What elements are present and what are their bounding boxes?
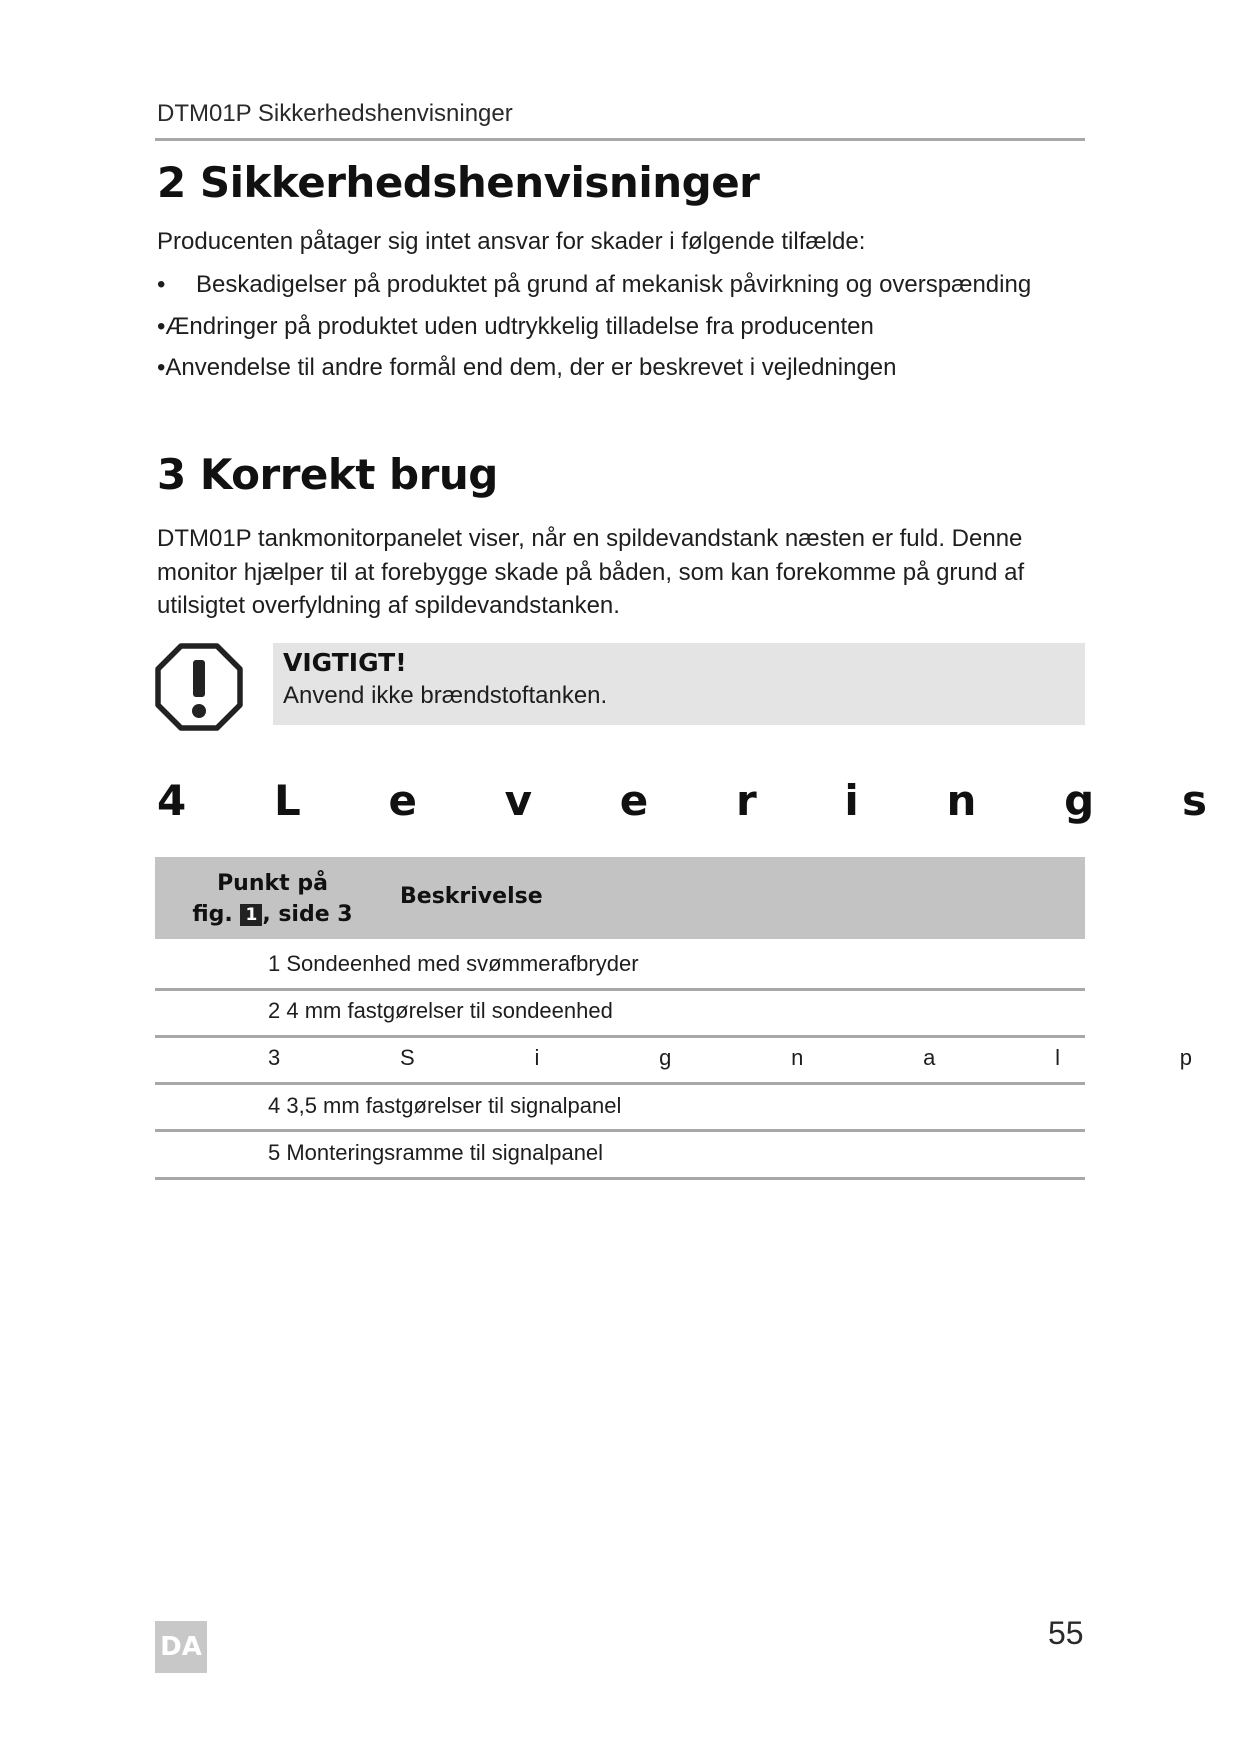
- table-row-divider: [155, 1129, 1085, 1132]
- notice-title: VIGTIGT!: [283, 648, 407, 677]
- table-row-char: 3: [268, 1045, 281, 1070]
- table-row-char: i: [534, 1045, 540, 1070]
- table-row-divider: [155, 1177, 1085, 1180]
- table-row: 4 3,5 mm fastgørelser til signalpanel: [268, 1093, 622, 1118]
- section-4-title-char: i: [844, 776, 859, 825]
- table-header-description: Beskrivelse: [400, 884, 543, 909]
- section-2-title: 2 Sikkerhedshenvisninger: [157, 158, 760, 207]
- exclamation-octagon-icon: [155, 643, 243, 731]
- table-row-char: g: [659, 1045, 672, 1070]
- table-row-divider: [155, 1082, 1085, 1085]
- table-row-char: p: [1179, 1045, 1192, 1070]
- table-row-divider: [155, 1035, 1085, 1038]
- bullet-text: Anvendelse til andre formål end dem, der er beskrevet i vejledningen: [165, 354, 897, 381]
- bullet-text: Ændringer på produktet uden udtrykkelig tilladelse fra producenten: [165, 313, 874, 340]
- table-row: [268, 1045, 1192, 1071]
- section-3-title: 3 Korrekt brug: [157, 450, 498, 499]
- table-row-char: n: [791, 1045, 804, 1070]
- bullet-text: Beskadigelser på produktet på grund af mekanisk påvirkning og overspænding: [196, 271, 1032, 298]
- bullet-marker: •: [157, 313, 166, 340]
- section-4-title-char: v: [504, 776, 533, 825]
- table-header-item-ref-line1: Punkt på: [217, 871, 328, 896]
- section-4-title-char: r: [735, 776, 757, 825]
- page-number: 55: [1048, 1615, 1084, 1651]
- table-header-item-ref: [175, 868, 370, 930]
- bullet-marker: •: [157, 354, 166, 381]
- header-rule: [155, 138, 1085, 141]
- table-header-item-ref-line2: [175, 899, 370, 930]
- fig-page-ref: , side 3: [262, 902, 353, 927]
- table-row: 2 4 mm fastgørelser til sondeenhed: [268, 998, 613, 1023]
- table-row: 5 Monteringsramme til signalpanel: [268, 1140, 604, 1165]
- section-4-title-char: s: [1181, 776, 1207, 825]
- table-row-divider: [155, 988, 1085, 991]
- section-4-title-char: g: [1064, 776, 1095, 825]
- section-4-title-char: 4: [157, 776, 187, 825]
- section-4-title: [157, 776, 1207, 825]
- section-4-title-char: L: [273, 776, 301, 825]
- section-2-intro: Producenten påtager sig intet ansvar for skader i følgende tilfælde:: [157, 228, 866, 255]
- table-row-char: l: [1055, 1045, 1060, 1070]
- section-3-body: DTM01P tankmonitorpanelet viser, når en spildevandstank næsten er fuld. Denne monitor hjælper til at forebygge skade på båden, som kan forekomme på grund af utilsigtet overfyldning af spildevandstanken.: [157, 525, 1025, 619]
- section-4-title-char: e: [619, 776, 649, 825]
- language-badge: DA: [155, 1621, 207, 1673]
- section-4-title-char: n: [946, 776, 977, 825]
- notice-text: Anvend ikke brændstoftanken.: [283, 682, 608, 709]
- bullet-marker: •: [157, 271, 166, 298]
- figure-number-badge: 1: [240, 904, 262, 926]
- table-row-char: S: [400, 1045, 415, 1070]
- bullet-item: [157, 313, 874, 341]
- section-4-title-char: e: [388, 776, 417, 825]
- fig-label: fig.: [192, 902, 233, 927]
- bullet-item: [157, 354, 897, 382]
- bullet-item: [157, 271, 1031, 299]
- table-row-char: a: [923, 1045, 936, 1070]
- running-header: DTM01P Sikkerhedshenvisninger: [157, 100, 513, 127]
- table-row: 1 Sondeenhed med svømmerafbryder: [268, 951, 639, 976]
